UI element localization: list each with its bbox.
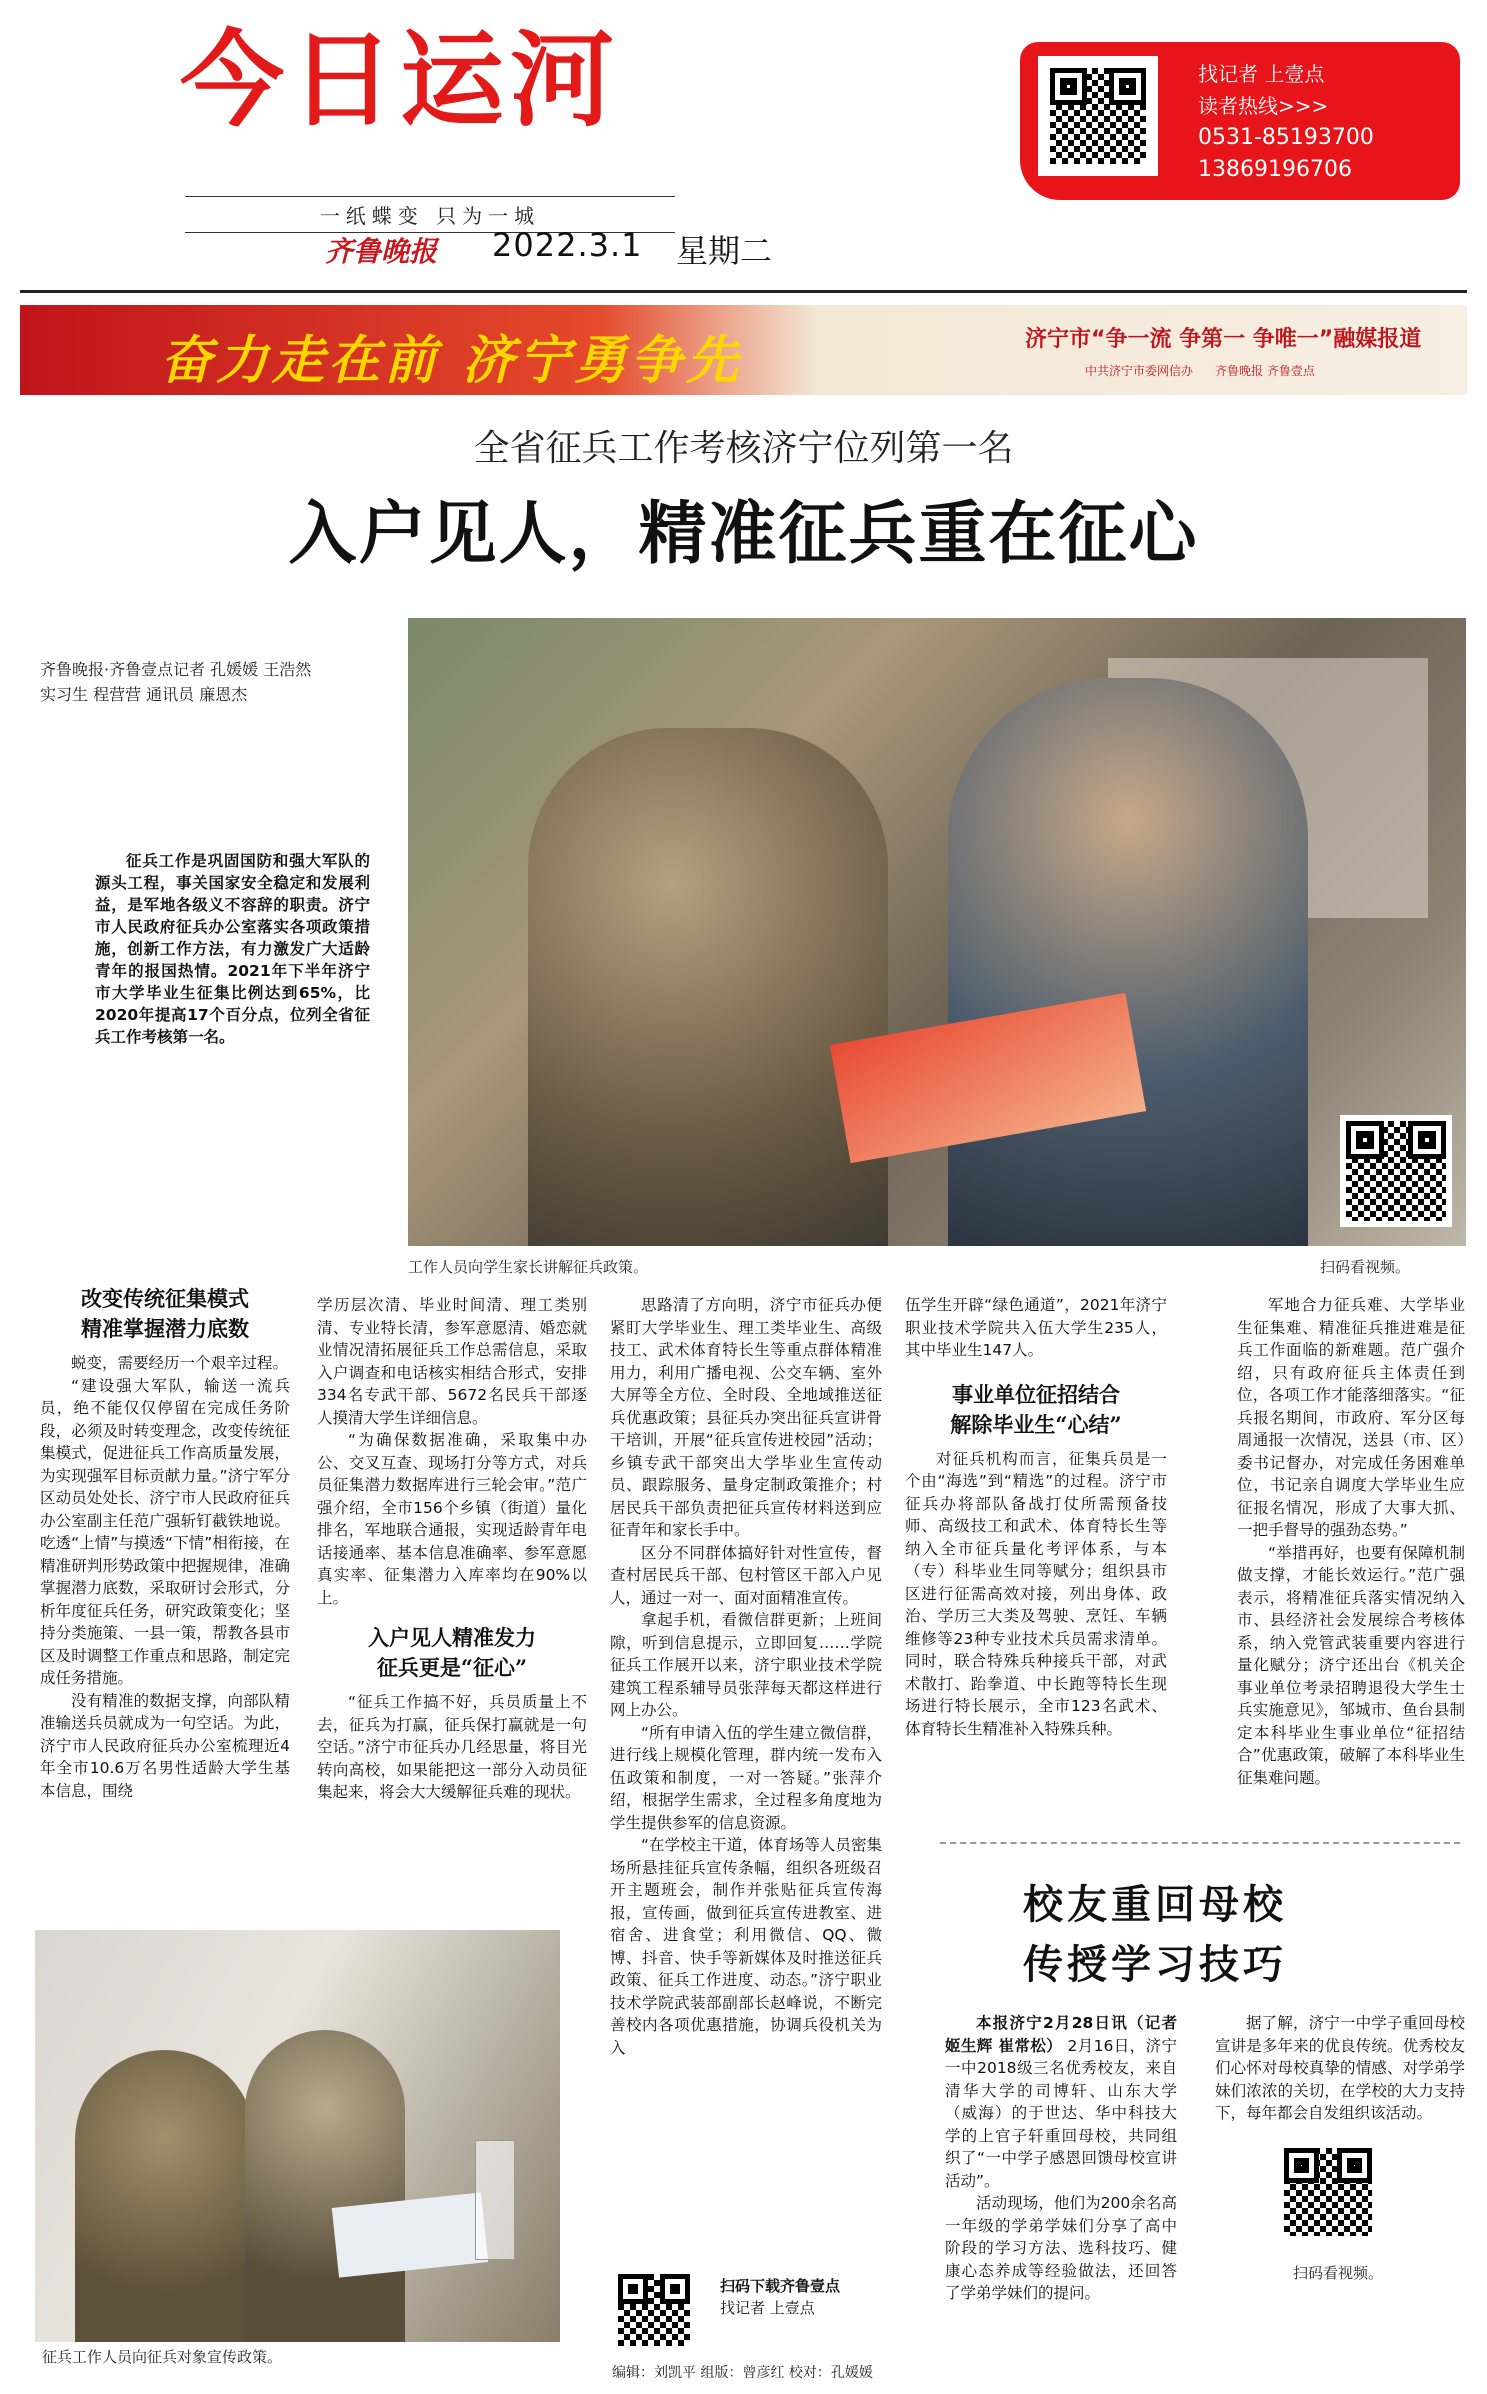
issue-date: 2022.3.1 [492, 226, 643, 264]
paragraph: 活动现场，他们为200余名高一年级的学弟学妹们分享了高中阶段的学习方法、选科技巧、健康心态养成等经验做法，还回答了学弟学妹们的提问。 [945, 2194, 1177, 2302]
issue-weekday: 星期二 [676, 232, 773, 270]
reader-hotline-box [1020, 42, 1460, 200]
video-qr-code-icon[interactable] [1340, 1115, 1452, 1227]
hotline-text [1198, 58, 1374, 186]
paragraph: 据了解，济宁一中学子重回母校宣讲是多年来的优良传统。优秀校友们心怀对母校真挚的情感、对学弟学妹们浓浓的关切，在学校的大力支持下，每年都会自发组织该活动。 [1215, 2014, 1465, 2122]
paper-logo: 齐鲁晚报 [325, 235, 438, 268]
paragraph: “举措再好，也要有保障机制做支撑，才能长效运行。”范广强表示，将精准征兵落实情况纳入市、县经济社会发展综合考核体系，纳入党管武装重要内容进行量化赋分；济宁还出台《机关企事业单位考录招聘退役大学生士兵实施意见》，邹城市、鱼台县制定本科毕业生事业单位“征招结合”优惠政策，破解了本科毕业生征集难问题。 [1237, 1543, 1465, 1787]
app-download-line1: 扫码下载齐鲁壹点 [720, 2277, 841, 2295]
article2-column-1 [945, 2012, 1177, 2305]
paragraph: “建设强大军队，输送一流兵员，绝不能仅仅停留在完成任务阶段，必须及时转变理念，改变传统征集模式，促进征兵工作高质量发展，为实现强军目标贡献力量。”济宁军分区动员处处长、济宁市人民政府征兵办公室副主任范广强斩钉截铁地说。吃透“上情”与摸透“下情”相衔接，在精准研判形势政策中把握规律，准确掌握潜力底数，采取研讨会形式，分析年度征兵任务，研究政策变化；坚持分类施策、一县一策，帮教各县市区及时调整工作重点和思路，制定完成任务措施。 [40, 1376, 290, 1687]
byline-text: 本报济宁2月28日讯（记者 姬生辉 崔常松） [945, 2014, 1177, 2055]
paragraph: “在学校主干道，体育场等人员密集场所悬挂征兵宣传条幅，组织各班级召开主题班会，制作并张贴征兵宣传海报，宣传画，做到征兵宣传进教室、进宿舍、进食堂；利用微信、QQ、微博、抖音、快手等新媒体及时推送征兵政策、征兵工作进度、动态。”济宁职业技术学院武装部副部长赵峰说，不断完善校内各项优惠措施，协调兵役机关为入 [610, 1836, 882, 2057]
hotline-phone2: 13869196706 [1198, 157, 1352, 182]
article-lede: 征兵工作是巩固国防和强大军队的源头工程，事关国家安全稳定和发展利益，是军地各级义不容辞的职责。济宁市人民政府征兵办公室落实各项政策措施，创新工作方法，有力激发广大适龄青年的报国热情。2021年下半年济宁市大学毕业生征集比例达到65%，比2020年提高17个百分点，位列全省征兵工作考核第一名。 [95, 852, 370, 1046]
paragraph: 蜕变，需要经历一个艰辛过程。 [71, 1354, 289, 1372]
banner-sponsor: 中共济宁市委网信办 [1085, 364, 1194, 378]
article-column-2 [317, 1294, 587, 1804]
second-photo [35, 1930, 560, 2342]
byline-line2: 实习生 程营营 通讯员 廉恩杰 [40, 685, 248, 704]
banner-slogan: 奋力走在前 济宁勇争先 [160, 330, 743, 391]
paragraph: 学历层次清、毕业时间清、理工类别清、专业特长清，参军意愿清、婚恋就业情况清拓展征兵工作总需信息，采取入户调查和电话核实相结合形式，安排334名专武干部、5672名民兵干部逐人摸清大学生详细信息。 [317, 1296, 587, 1427]
masthead-title: 今日运河 [180, 19, 621, 141]
paragraph: 对征兵机构而言，征集兵员是一个由“海选”到“精选”的过程。济宁市征兵办将部队备战打仗所需预备技师、高级技工和武术、体育特长生等纳入全市征兵量化考评体系，与本（专）科毕业生同等赋分；组织县市区进行征需高效对接，列出身体、政治、学历三大类及驾驶、烹饪、车辆维修等23种专业技术兵员需求清单。同时，联合特殊兵种接兵干部，对武术散打、跆拳道、中长跑等特长生现场进行特长展示，全市123名武术、体育特长生精准补入特殊兵种。 [905, 1449, 1167, 1738]
bottle [475, 2140, 515, 2260]
masthead-slogan: 一纸蝶变 只为一城 [185, 196, 675, 233]
subhead-2: 入户见人精准发力 征兵更是“征心” [368, 1625, 536, 1680]
soldier-figure [75, 2050, 255, 2342]
paragraph: “所有申请入伍的学生建立微信群，进行线上规模化管理，群内统一发布入伍政策和制度，一对一答疑。”张萍介绍，根据学生需求，全过程多角度地为学生提供参军的信息资源。 [610, 1723, 882, 1832]
article-column-3 [610, 1294, 882, 2059]
article2-video-qr-code-icon[interactable] [1278, 2142, 1378, 2242]
paragraph: “征兵工作搞不好，兵员质量上不去，征兵为打赢，征兵保打赢就是一句空话。”济宁市征兵办几经思量，将目光转向高校，如果能把这一部分入动员征集起来，将会大大缓解征兵难的现状。 [317, 1693, 587, 1801]
masthead-rule [20, 290, 1467, 293]
student-figure [245, 2030, 405, 2342]
video-qr-caption: 扫码看视频。 [1320, 1258, 1411, 1276]
second-photo-caption: 征兵工作人员向征兵对象宣传政策。 [42, 2348, 283, 2366]
article-byline [40, 657, 400, 707]
hotline-phone1: 0531-85193700 [1198, 125, 1374, 150]
lead-photo-caption: 工作人员向学生家长讲解征兵政策。 [408, 1258, 649, 1276]
policy-leaflet [332, 2192, 488, 2277]
app-download-line2: 找记者 上壹点 [720, 2299, 815, 2317]
lead-photo [408, 618, 1466, 1246]
paragraph: 2月16日，济宁一中2018级三名优秀校友，来自清华大学的司博轩、山东大学（威海）的于世达、华中科技大学的上官子轩重回母校，共同组织了“一中学子感恩回馈母校宣讲活动”。 [945, 2036, 1177, 2190]
paragraph: 军地合力征兵难、大学毕业生征集难、精准征兵推进难是征兵工作面临的新难题。范广强介绍，只有政府征兵主体责任到位，各项工作才能落细落实。“征兵报名期间，市政府、军分区每周通报一次情况，送县（市、区）委书记督办，对完成任务困难单位，书记亲自调度大学毕业生应征报名情况，形成了大事大抓、一把手督导的强劲态势。” [1237, 1296, 1465, 1539]
hotline-line1: 找记者 上壹点 [1198, 62, 1325, 86]
banner-series-title: 济宁市“争一流 争第一 争唯一”融媒报道 [1025, 327, 1422, 352]
article-headline: 入户见人，精准征兵重在征心 [288, 494, 1199, 574]
article-kicker: 全省征兵工作考核济宁位列第一名 [473, 428, 1014, 469]
app-download-qr-code-icon[interactable] [612, 2268, 696, 2352]
paragraph: 区分不同群体搞好针对性宣传，督查村居民兵干部、包村管区干部入户见人，通过一对一、面对面精准宣传。 [610, 1543, 882, 1607]
paragraph: “为确保数据准确，采取集中办公、交叉互查、现场打分等方式，对兵员征集潜力数据库进行三轮会审。”范广强介绍，全市156个乡镇（街道）量化排名，军地联合通报，实现适龄青年电话接通率、基本信息准确率、参军意愿真实率、征集潜力入库率均在90%以上。 [317, 1431, 587, 1607]
paragraph: 思路清了方向明，济宁市征兵办便紧盯大学毕业生、理工类毕业生、高级技工、武术体育特长生等重点群体精准用力，利用广播电视、公交车辆、室外大屏等全方位、全时段、全地域推送征兵优惠政策；县征兵办突出征兵宣讲骨干培训，开展“征兵宣传进校园”活动；乡镇专武干部突出大学毕业生宣传动员、跟踪服务、量身定制政策推介；村居民兵干部负责把征兵宣传材料送到应征青年和家长手中。 [610, 1296, 882, 1539]
article2-qr-caption: 扫码看视频。 [1293, 2264, 1384, 2282]
editorial-credits: 编辑：刘凯平 组版：曾彦红 校对：孔媛媛 [612, 2365, 873, 2381]
article2-byline [945, 2012, 1177, 2192]
article-column-5 [1237, 1294, 1465, 1789]
section-divider [940, 1842, 1460, 1844]
app-download-text [720, 2275, 840, 2319]
paragraph: 拿起手机，看微信群更新；上班间隙，听到信息提示，立即回复……学院征兵工作展开以来，济宁职业技术学院建筑工程系辅导员张萍每天都这样进行网上办公。 [610, 1611, 882, 1719]
banner-media: 齐鲁晚报 齐鲁壹点 [1215, 364, 1315, 378]
paragraph: 没有精准的数据支撑，向部队精准输送兵员就成为一句空话。为此，济宁市人民政府征兵办公室梳理近4年全市10.6万名男性适龄大学生基本信息，围绕 [40, 1691, 290, 1800]
byline-line1: 齐鲁晚报·齐鲁壹点记者 孔媛媛 王浩然 [40, 660, 312, 679]
subhead-3: 事业单位征招结合 解除毕业生“心结” [950, 1381, 1122, 1437]
subhead-1: 改变传统征集模式 精准掌握潜力底数 [81, 1286, 249, 1341]
qr-code-icon [1038, 56, 1158, 176]
article-column-4 [905, 1294, 1167, 1740]
paragraph: 伍学生开辟“绿色通道”，2021年济宁职业技术学院共入伍大学生235人，其中毕业生147人。 [905, 1296, 1167, 1359]
article-column-1 [40, 1284, 290, 1802]
article2-column-2 [1215, 2012, 1465, 2125]
article2-headline: 校友重回母校 传授学习技巧 [1023, 1881, 1287, 1988]
parent-figure [948, 678, 1308, 1246]
soldier-figure [528, 728, 888, 1246]
hotline-line2: 读者热线>>> [1198, 94, 1329, 118]
